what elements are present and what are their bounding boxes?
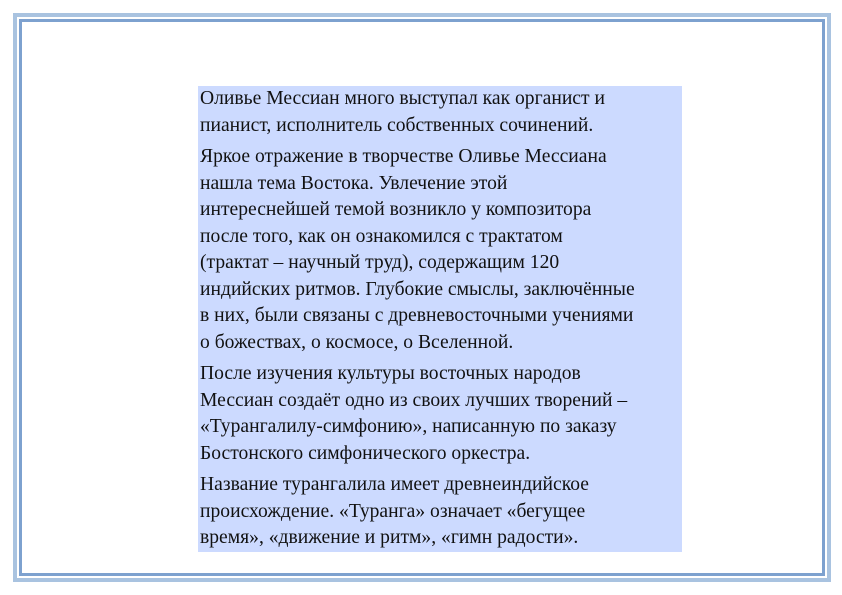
text-line: происхождение. «Туранга» означает «бегущее (200, 500, 586, 522)
text-box (198, 86, 682, 552)
paragraph-3 (200, 361, 682, 467)
text-line: нашла тема Востока. Увлечение этой (200, 172, 508, 194)
text-line: время», «движение и ритм», «гимн радости». (200, 527, 579, 548)
text-line: в них, были связаны с древневосточными учениями (200, 305, 634, 326)
text-line: Оливье Мессиан много выступал как органист и (200, 88, 605, 109)
text-line: Яркое отражение в творчестве Оливье Мессиана (200, 146, 607, 167)
text-line: интереснейшей темой возникло у композитора (200, 199, 592, 220)
text-line: После изучения культуры восточных народов (200, 363, 581, 384)
text-line: (трактат – научный труд), содержащим 120 (200, 252, 560, 273)
text-line: после того, как он ознакомился с трактатом (200, 225, 563, 247)
paragraph-2 (200, 144, 682, 356)
paragraph-4 (200, 472, 682, 552)
text-line: Бостонского симфонического оркестра. (200, 442, 531, 464)
text-line: «Турангалилу-симфонию», написанную по заказу (200, 416, 617, 437)
paragraph-1 (200, 86, 682, 139)
text-line: о божествах, о космосе, о Вселенной. (200, 331, 514, 353)
text-line: индийских ритмов. Глубокие смыслы, заключённые (200, 278, 635, 300)
text-line: Мессиан создаёт одно из своих лучших творений – (200, 389, 628, 411)
text-line: Название турангалила имеет древнеиндийское (200, 474, 589, 495)
text-line: пианист, исполнитель собственных сочинений. (200, 114, 594, 136)
